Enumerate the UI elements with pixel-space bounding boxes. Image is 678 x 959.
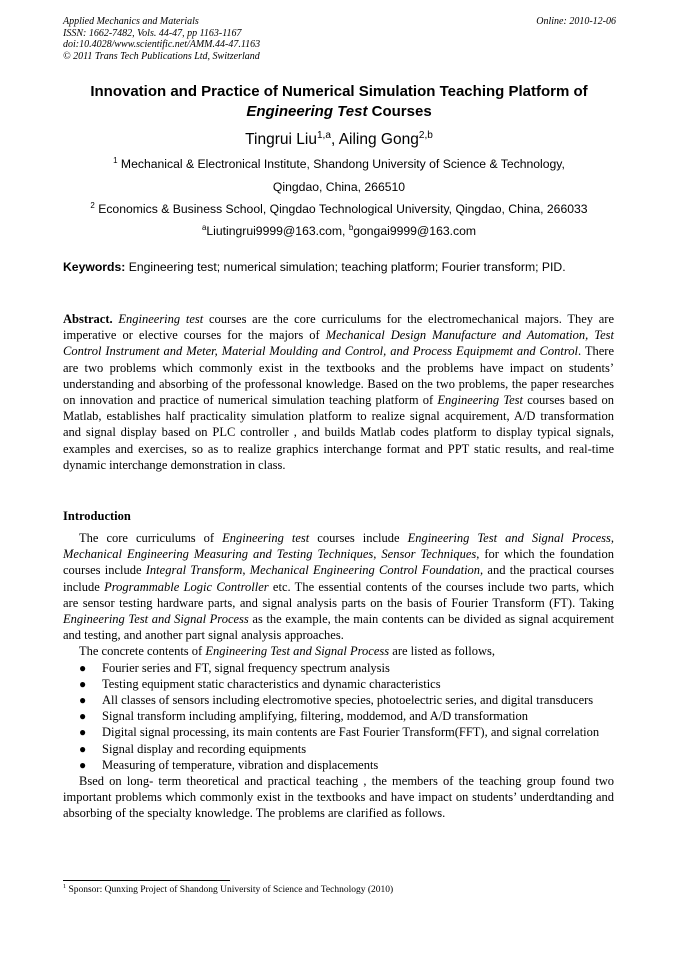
list-item-text: Signal transform including amplifying, filtering, moddemod, and A/D transformation <box>102 709 528 724</box>
footnote <box>63 885 393 895</box>
copyright-line: © 2011 Trans Tech Publications Ltd, Switzerland <box>63 50 260 62</box>
bullet-icon: ● <box>79 660 87 675</box>
abstract-italic-3: Engineering Test <box>437 393 524 408</box>
list-item-text: Signal display and recording equipments <box>102 741 307 756</box>
intro-text: and the practical courses include <box>63 563 614 594</box>
intro-text: The concrete contents of <box>79 644 206 659</box>
intro-text: courses include <box>309 531 408 545</box>
bullet-icon: ● <box>79 741 87 756</box>
email-b-mark: b <box>348 222 354 232</box>
title-italic: Engineering Test <box>246 103 368 120</box>
list-item <box>63 757 614 773</box>
affiliation-1-mark: 1 <box>113 155 118 165</box>
list-item <box>63 692 614 708</box>
intro-italic: Programmable Logic Controller <box>104 579 269 594</box>
email-a: Liutingrui9999@163.com, <box>206 224 349 238</box>
intro-italic: Engineering Test and Signal Process <box>63 612 249 627</box>
bullet-icon: ● <box>79 725 87 740</box>
journal-name: Applied Mechanics and Materials <box>63 16 199 27</box>
intro-paragraph-2 <box>63 643 614 659</box>
intro-paragraph-3: Bsed on long- term theoretical and practical teaching , the members of the teaching group found two important problems which commonly exist in the textbooks and have impact on students’ underdtanding and absorbing of the specialty knowledge. The problems are clarified as follows. <box>63 774 614 821</box>
affiliation-2-mark: 2 <box>90 200 95 210</box>
footnote-divider <box>63 880 230 881</box>
affiliation-1-line-1 <box>0 157 678 172</box>
list-item <box>63 724 614 740</box>
contents-list <box>63 660 614 773</box>
intro-italic: Sensor Techniques <box>381 547 477 562</box>
section-heading-introduction: Introduction <box>63 509 131 523</box>
online-date: Online: 2010-12-06 <box>536 16 616 27</box>
list-item <box>63 741 614 757</box>
title-line-1: Innovation and Practice of Numerical Simulation Teaching Platform of <box>90 83 588 100</box>
intro-paragraph-1 <box>63 530 614 643</box>
paper-title <box>40 82 638 122</box>
introduction-body <box>63 530 614 822</box>
list-item <box>63 708 614 724</box>
footnote-text: Sponsor: Qunxing Project of Shandong University of Science and Technology (2010) <box>66 885 394 895</box>
intro-italic: Engineering test <box>222 531 310 545</box>
list-item <box>63 676 614 692</box>
abstract-paragraph <box>63 311 614 473</box>
author-line <box>0 131 678 149</box>
author-1: Tingrui Liu <box>245 131 317 148</box>
list-item <box>63 660 614 676</box>
abstract-text-3: courses based on Matlab, establishes half practicality simulation platform to realize signal acquirement, A/D transformation and signal display based on PLC controller , and builds Matlab codes platform to display typical signals, examples and exercises, so as to realize graphics interchange format and PPT static results, and real-time dynamic interchange demonstration in class. <box>63 393 615 472</box>
affiliation-1-text: Mechanical & Electronical Institute, Shandong University of Science & Technology, <box>117 157 565 171</box>
intro-text: are listed as follows, <box>389 644 496 659</box>
intro-italic: Engineering Test and Signal Process <box>205 644 390 659</box>
email-b: gongai9999@163.com <box>353 224 477 238</box>
email-line <box>0 224 678 239</box>
intro-text: as the example, the main contents can be divided as signal acquirement and testing, and another part signal analysis approaches. <box>63 612 614 643</box>
keywords-label: Keywords: <box>63 260 126 274</box>
keywords-text: Engineering test; numerical simulation; teaching platform; Fourier transform; PID. <box>125 260 566 274</box>
abstract-label: Abstract. <box>63 312 113 326</box>
bullet-icon: ● <box>79 709 87 724</box>
list-item-text: Fourier series and FT, signal frequency spectrum analysis <box>102 660 390 675</box>
keywords <box>63 260 566 274</box>
abstract-text-1: courses are the core curriculums for the electromechanical majors. They are imperative or elective courses for the majors of <box>63 312 614 343</box>
bullet-icon: ● <box>79 693 87 708</box>
intro-text: , <box>242 563 250 578</box>
title-rest: Courses <box>367 103 432 120</box>
intro-text: , <box>373 547 382 562</box>
title-line-2 <box>40 102 638 122</box>
footnote-mark: 1 <box>63 883 67 890</box>
issn-line: ISSN: 1662-7482, Vols. 44-47, pp 1163-1167 <box>63 27 242 39</box>
list-item-text: Testing equipment static characteristics and dynamic characteristics <box>102 676 441 691</box>
abstract-italic-2: Mechanical Design Manufacture and Automation, Test Control Instrument and Meter, Material Moulding and Control, and Process Equipmemt and Control <box>63 328 614 359</box>
author-2: Ailing Gong <box>338 131 419 148</box>
intro-text: The core curriculums of <box>79 531 223 545</box>
intro-text: , for which the foundation courses include <box>63 547 614 578</box>
intro-text: etc. The essential contents of the courses include two parts, which are sensor testing hardware parts, and signal analysis parts on the basis of Fourier Transform (FT). Taking <box>63 579 614 610</box>
list-item-text: Measuring of temperature, vibration and displacements <box>102 757 379 772</box>
affiliation-2-text: Economics & Business School, Qingdao Technological University, Qingdao, China, 266033 <box>94 202 588 216</box>
affiliation-1-line-2: Qingdao, China, 266510 <box>272 180 406 194</box>
list-item-text: Digital signal processing, its main contents are Fast Fourier Transform(FFT), and signal correlation <box>102 725 600 740</box>
journal-header <box>63 16 260 62</box>
abstract <box>63 311 614 473</box>
intro-italic: Engineering Test and Signal Process, Mechanical Engineering Measuring and Testing Techniques <box>63 531 615 562</box>
bullet-icon: ● <box>79 676 87 691</box>
affiliation-2 <box>0 202 678 217</box>
bullet-icon: ● <box>79 757 87 772</box>
author-2-affil-mark: 2,b <box>418 129 433 141</box>
intro-italic: Integral Transform <box>145 563 243 578</box>
author-separator: , <box>330 131 339 148</box>
abstract-text-2: . There are two problems which commonly exist in the textbooks and the problems have impact on students’ understanding and absorbing of the professonal knowledge. Based on the two problems, the paper researches on innovation and practice of numerical simulation teaching platform of <box>63 344 614 408</box>
abstract-italic-1: Engineering test <box>118 312 204 326</box>
author-1-affil-mark: 1,a <box>316 129 331 141</box>
doi-line: doi:10.4028/www.scientific.net/AMM.44-47.1163 <box>63 39 261 50</box>
intro-italic: Mechanical Engineering Control Foundation, <box>249 563 484 578</box>
email-a-mark: a <box>201 222 207 232</box>
list-item-text: All classes of sensors including electromotive species, photoelectric series, and digital transducers <box>102 693 594 708</box>
